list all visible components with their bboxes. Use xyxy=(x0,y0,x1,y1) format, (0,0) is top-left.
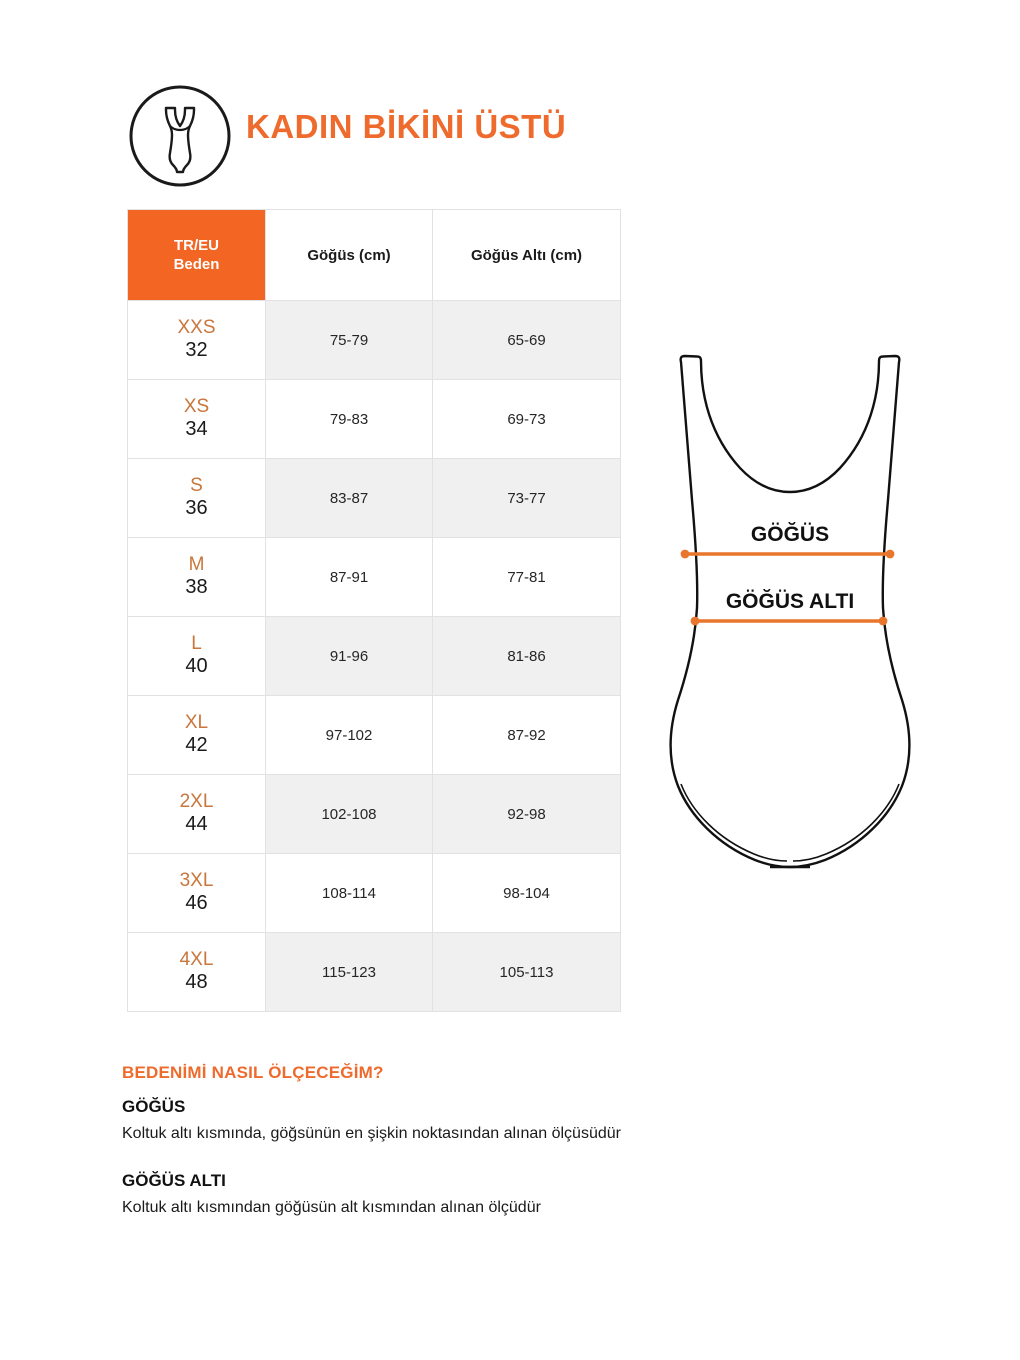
cell-bust: 83-87 xyxy=(266,459,433,538)
table-row xyxy=(128,301,621,380)
table-row xyxy=(128,696,621,775)
cell-bust: 97-102 xyxy=(266,696,433,775)
size-number: 38 xyxy=(185,576,208,599)
table-body xyxy=(128,301,621,1012)
size-letter: XS xyxy=(183,396,210,417)
cell-size xyxy=(128,380,266,459)
size-number: 36 xyxy=(185,497,208,520)
cell-bust: 115-123 xyxy=(266,933,433,1012)
column-header-size xyxy=(128,210,266,301)
size-letter: L xyxy=(191,633,202,654)
table-row xyxy=(128,459,621,538)
cell-underbust: 105-113 xyxy=(433,933,621,1012)
swimsuit-technical-drawing xyxy=(640,340,940,880)
cell-size xyxy=(128,696,266,775)
table-row xyxy=(128,775,621,854)
cell-bust: 75-79 xyxy=(266,301,433,380)
cell-underbust: 73-77 xyxy=(433,459,621,538)
bust-measure-label: GÖĞÜS xyxy=(750,523,830,546)
table-row xyxy=(128,538,621,617)
cell-size xyxy=(128,301,266,380)
size-number: 44 xyxy=(185,813,208,836)
table-row xyxy=(128,854,621,933)
how-to-measure-section xyxy=(122,1063,882,1218)
size-chart-table xyxy=(127,209,621,1012)
size-number: 48 xyxy=(185,971,208,994)
measure-term-bust: GÖĞÜS xyxy=(122,1097,186,1116)
cell-bust: 79-83 xyxy=(266,380,433,459)
measure-item-underbust xyxy=(122,1171,882,1219)
size-number: 34 xyxy=(185,418,208,441)
cell-size xyxy=(128,775,266,854)
cell-size xyxy=(128,854,266,933)
measure-item-bust xyxy=(122,1097,882,1145)
size-letter: 3XL xyxy=(179,870,214,891)
size-number: 46 xyxy=(185,892,208,915)
page-title: KADIN BİKİNİ ÜSTÜ xyxy=(246,108,567,145)
cell-size xyxy=(128,933,266,1012)
cell-size xyxy=(128,538,266,617)
measure-description-bust: Koltuk altı kısmında, göğsünün en şişkin noktasından alınan ölçüsüdür xyxy=(122,1125,621,1142)
cell-size xyxy=(128,617,266,696)
size-number: 32 xyxy=(185,339,208,362)
size-letter: XXS xyxy=(177,317,216,338)
table-row xyxy=(128,617,621,696)
cell-underbust: 77-81 xyxy=(433,538,621,617)
cell-underbust: 98-104 xyxy=(433,854,621,933)
page-header xyxy=(128,84,828,194)
size-number: 40 xyxy=(185,655,208,678)
table-row xyxy=(128,933,621,1012)
underbust-measure-label: GÖĞÜS ALTI xyxy=(725,590,855,613)
cell-underbust: 87-92 xyxy=(433,696,621,775)
measure-term-underbust: GÖĞÜS ALTI xyxy=(122,1170,226,1190)
cell-underbust: 69-73 xyxy=(433,380,621,459)
column-header-bust: Göğüs (cm) xyxy=(266,210,433,301)
table-row xyxy=(128,380,621,459)
size-letter: 4XL xyxy=(179,949,214,970)
size-number: 42 xyxy=(185,734,208,757)
cell-bust: 102-108 xyxy=(266,775,433,854)
cell-bust: 87-91 xyxy=(266,538,433,617)
column-header-size-line2: Beden xyxy=(173,256,220,273)
size-letter: M xyxy=(188,554,205,575)
column-header-size-line1: TR/EU xyxy=(174,236,219,254)
measure-description-underbust: Koltuk altı kısmından göğüsün alt kısmından alınan ölçüdür xyxy=(122,1198,541,1216)
cell-underbust: 65-69 xyxy=(433,301,621,380)
column-header-underbust: Göğüs Altı (cm) xyxy=(433,210,621,301)
cell-bust: 91-96 xyxy=(266,617,433,696)
size-letter: XL xyxy=(184,712,209,733)
cell-bust: 108-114 xyxy=(266,854,433,933)
cell-underbust: 81-86 xyxy=(433,617,621,696)
cell-size xyxy=(128,459,266,538)
how-to-measure-title: BEDENİMİ NASIL ÖLÇECEĞİM? xyxy=(122,1063,384,1082)
swimsuit-icon xyxy=(128,84,232,188)
cell-underbust: 92-98 xyxy=(433,775,621,854)
size-letter: S xyxy=(190,475,203,496)
size-letter: 2XL xyxy=(179,791,214,812)
table-header-row xyxy=(128,210,621,301)
